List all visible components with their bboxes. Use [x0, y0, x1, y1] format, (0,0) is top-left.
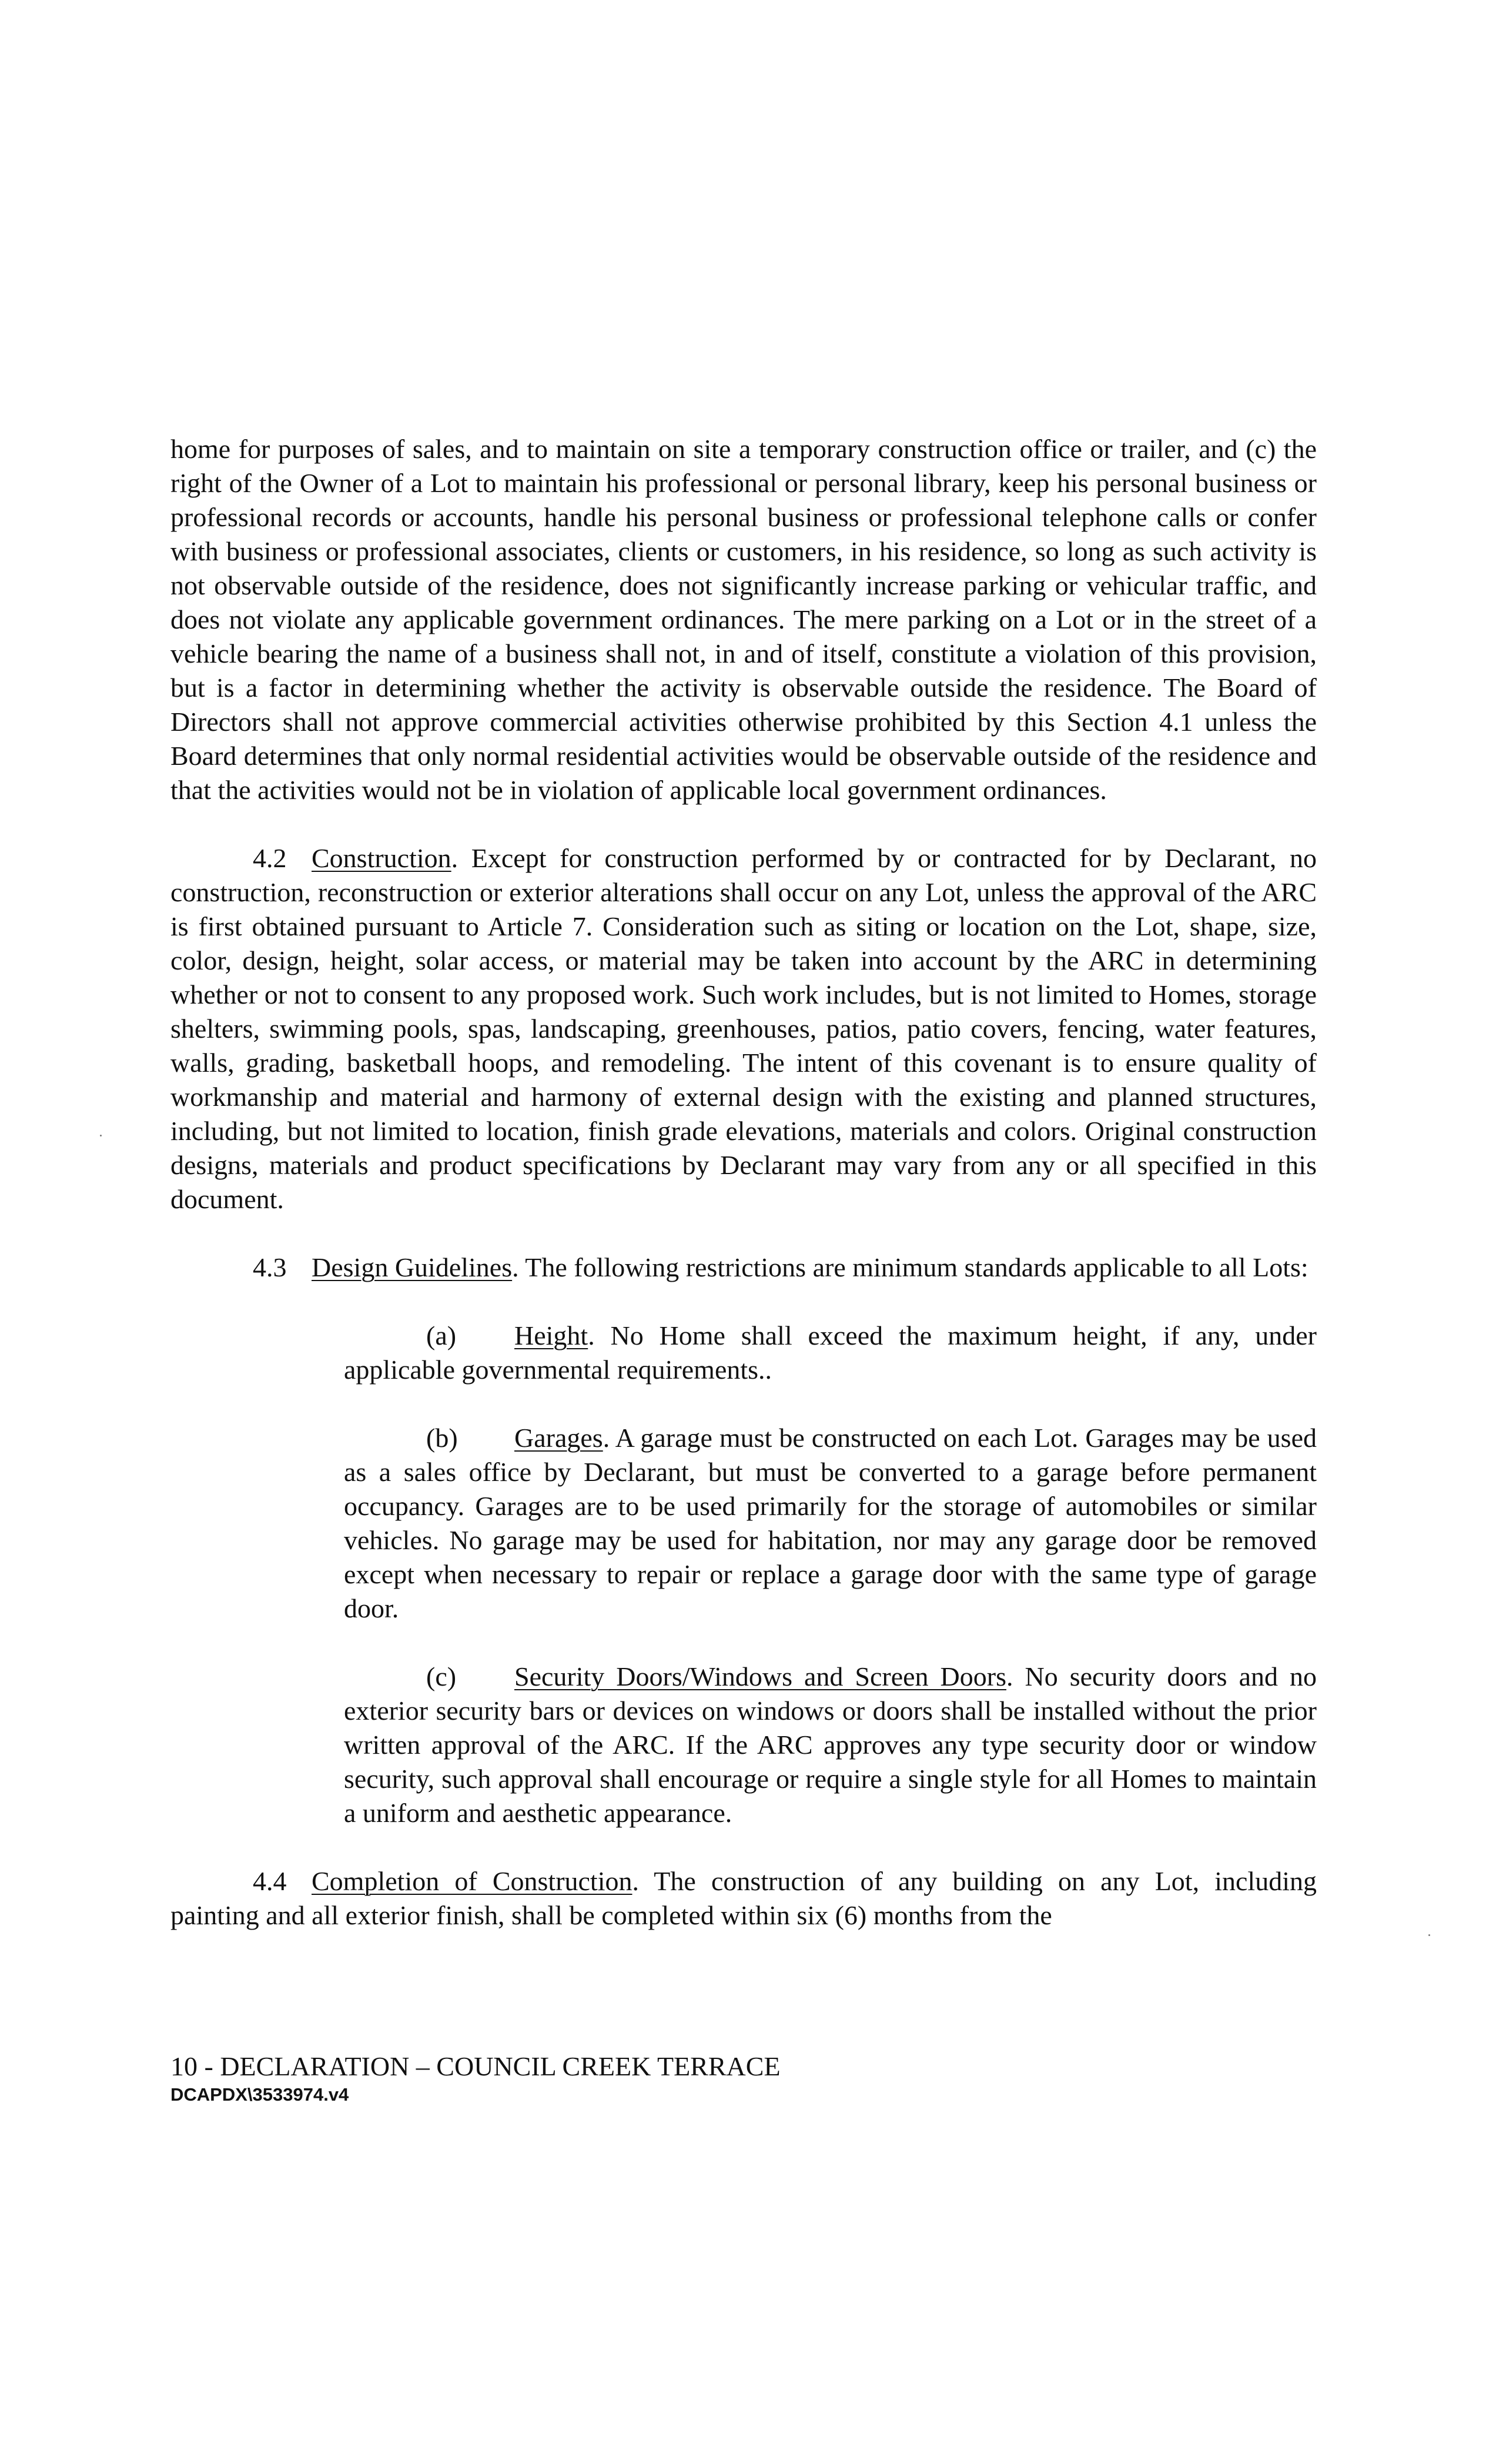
- section-number: 4.2: [253, 843, 287, 873]
- subsection-number: (b): [426, 1423, 458, 1453]
- section-text: . Except for construction performed by or contracted for by Declarant, no construction, reconstruction or exterior alterations shall occur on any Lot, unless the approval of the ARC is first obtained pursuant to Article 7. Consideration such as siting or location on the Lot, shape, size, color, design, height, solar access, or material may be taken into account by the ARC in determining whether or not to consent to any proposed work. Such work includes, but is not limited to Homes, storage shelters, swimming pools, spas, landscaping, greenhouses, patios, patio covers, fencing, water features, walls, grading, basketball hoops, and remodeling. The intent of this covenant is to ensure quality of workmanship and material and harmony of external design with the existing and planned structures, including, but not limited to location, finish grade elevations, materials and colors. Original construction designs, materials and product specifications by Declarant may vary from any or all specified in this document.: [170, 843, 1317, 1214]
- section-text: . The following restrictions are minimum standards applicable to all Lots:: [512, 1252, 1308, 1282]
- section-number: 4.4: [253, 1866, 287, 1896]
- section-4-3: [170, 1251, 1317, 1285]
- section-number: 4.3: [253, 1252, 287, 1282]
- subsection-heading: Security Doors/Windows and Screen Doors: [514, 1661, 1007, 1691]
- subsection-heading: Garages: [514, 1423, 603, 1453]
- footer-document-code: DCAPDX\3533974.v4: [170, 2084, 349, 2105]
- section-heading: Design Guidelines: [312, 1252, 513, 1282]
- document-body: [170, 432, 1317, 1933]
- scan-speck: [1428, 1934, 1430, 1936]
- subsection-text: . No security doors and no exterior security bars or devices on windows or doors shall be installed without the prior written approval of the ARC. If the ARC approves any type security door or window security, such approval shall encourage or require a single style for all Homes to maintain a uniform and aesthetic appearance.: [344, 1661, 1317, 1828]
- section-heading: Completion of Construction: [312, 1866, 632, 1896]
- page-footer: [170, 2050, 1317, 2107]
- section-text: . The construction of any building on any Lot, including painting and all exterior finish, shall be completed within six (6) months from the: [170, 1866, 1317, 1930]
- subsection-a: [344, 1319, 1317, 1387]
- subsection-heading: Height: [514, 1320, 588, 1350]
- subsection-b: [344, 1421, 1317, 1626]
- section-heading: Construction: [312, 843, 451, 873]
- paragraph-continuation: home for purposes of sales, and to maintain on site a temporary construction office or trailer, and (c) the right of the Owner of a Lot to maintain his professional or personal library, keep his personal business or professional records or accounts, handle his personal business or professional telephone calls or confer with business or professional associates, clients or customers, in his residence, so long as such activity is not observable outside of the residence, does not significantly increase parking or vehicular traffic, and does not violate any applicable government ordinances. The mere parking on a Lot or in the street of a vehicle bearing the name of a business shall not, in and of itself, constitute a violation of this provision, but is a factor in determining whether the activity is observable outside the residence. The Board of Directors shall not approve commercial activities otherwise prohibited by this Section 4.1 unless the Board determines that only normal residential activities would be observable outside of the residence and that the activities would not be in violation of applicable local government ordinances.: [170, 434, 1317, 805]
- subsection-text: . No Home shall exceed the maximum height, if any, under applicable governmental requirements..: [344, 1320, 1317, 1385]
- section-4-2: [170, 841, 1317, 1216]
- footer-title: 10 - DECLARATION – COUNCIL CREEK TERRACE: [170, 2051, 781, 2081]
- subsection-text: . A garage must be constructed on each Lot. Garages may be used as a sales office by Declarant, but must be converted to a garage before permanent occupancy. Garages are to be used primarily for the storage of automobiles or similar vehicles. No garage may be used for habitation, nor may any garage door be removed except when necessary to repair or replace a garage door with the same type of garage door.: [344, 1423, 1317, 1623]
- scan-speck: [100, 1135, 102, 1136]
- subsection-number: (a): [426, 1320, 457, 1350]
- subsection-c: [344, 1660, 1317, 1830]
- section-4-4: [170, 1864, 1317, 1933]
- subsection-number: (c): [426, 1661, 457, 1691]
